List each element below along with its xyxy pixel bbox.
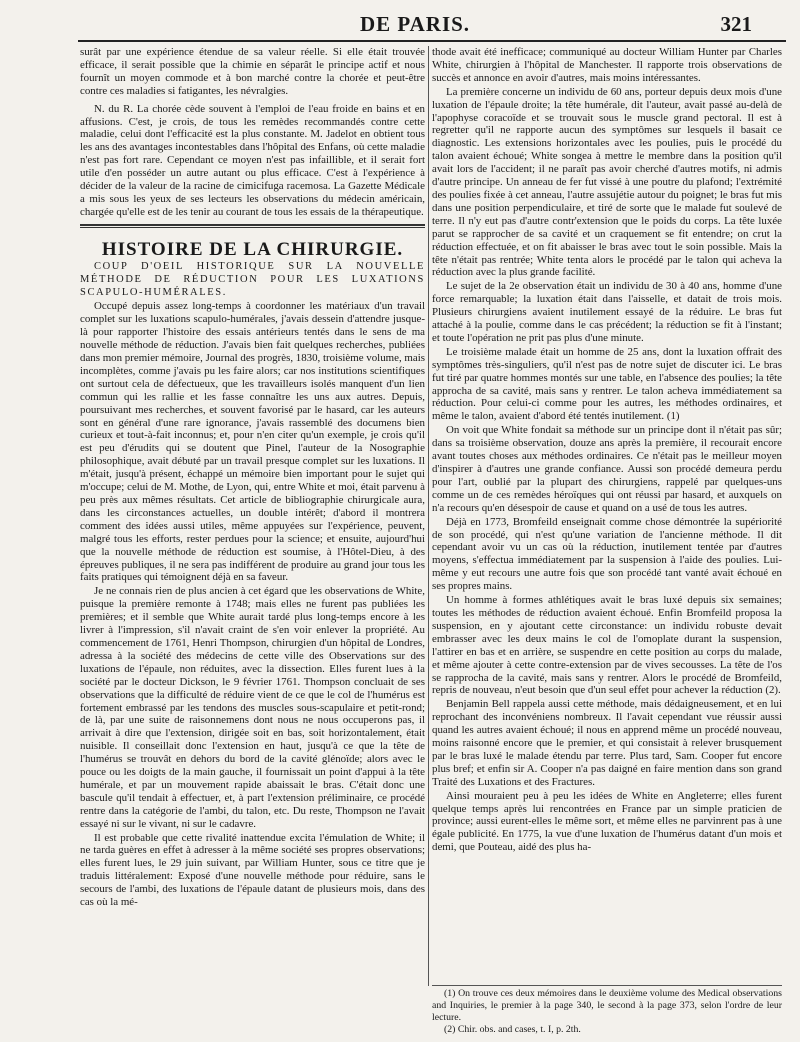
paragraph: Le sujet de la 2e observation était un individu de 30 à 40 ans, homme d'une force remarquable; la luxation était dans l'aisselle, et datait de trois mois. Plusieurs chirurgiens avaient inutilement essayé de la réduire. Le bras fut attaché à la poulie, comme dans le cas précédent; la réduction se fit à l'instant; et toute l'opération ne prit pas plus d'une minute. bbox=[432, 280, 782, 344]
section-title: HISTOIRE DE LA CHIRURGIE. bbox=[101, 238, 404, 260]
editor-note: N. du R. La chorée cède souvent à l'emploi de l'eau froide en bains et en affusions. C'est, je crois, de tous les remèdes recommandés contre cette maladie, celui dont l'efficacité est la plus constante. M. Jadelot en obtient tous les ans des avantages incontestables dans l'hôpital des Enfans, où cette maladie n'est pas fort rare. Cependant ce moyen n'est pas infaillible, et il serait fort utile d'en posséder un autre autant ou plus efficace. C'est à l'expérience à décider de la valeur de la racine de cimicifuga racemosa. La Gazette Médicale a mis sous les yeux de ses lecteurs les observations du médecin américain, chargée qu'elle est de les tenir au courant de tous les essais de la thérapeutique. bbox=[80, 102, 425, 218]
paragraph: Je ne connais rien de plus ancien à cet égard que les observations de White, puisque la première remonte à 1748; mais elles ne furent pas publiées les premières; et il semble que White aurait tardé plus long-temps encore à les livrer à l'impression, s'il n'avait craint de s'en voir enlever la propriété. Au commencement de 1761, Henri Thompson, chirurgien d'un hôpital de Londres, adressa à la société des médecins de cette ville des Observations sur des luxations de l'épaule, non réduites, avec la dissection. Elles furent lues à la société par le docteur Dickson, le 9 février 1761. Thompson concluait de ses observations que la difficulté de réduire vient de ce que le col de l'humérus est fortement embrassé par les tendons des muscles sous-scapulaire et petit-rond; de là, par une suite de raisonnemens dont nous ne nous occuperons pas, il arrivait à dire que l'extension, dirigée soit en bas, soit horizontalement, était nuisible. Il conseillait donc l'extension en haut, jusqu'à ce que la tête de l'humérus se trouvât en dehors du bord de la cavité glénoïde; alors avec le pouce ou les doigts de la main gauche, il fournissait un point d'appui à la tête humérale, et par un mouvement rapide abaissait le bras. C'était donc une bascule qu'il tendait à effectuer, et, à part l'extension préliminaire, ce procédé rentre dans la catégorie de l'ambi, du talon, etc. Du reste, Thompson ne l'avait essayé ni sur le vivant, ni sur le cadavre. bbox=[80, 585, 425, 830]
running-head bbox=[70, 8, 760, 42]
paragraph: Un homme à formes athlétiques avait le bras luxé depuis six semaines; toutes les méthodes de réduction avaient échoué. Enfin Bromfeild proposa la suspension, en y ajoutant cette circonstance: un individu robuste devait embrasser avec les deux mains le col de l'omoplate durant la suspension, l'attirer en bas et en arrière, se suspendre en cette position au corps du malade, et même ajouter à cette contre-extension par de vives secousses. La tête de l'os se rapprocha de la cavité, mais sans y rentrer. Alors le procédé de Bromfeild, repris de nouveau, n'eut besoin que d'un seul effet pour achever la réduction (2). bbox=[432, 594, 782, 697]
paragraph: Occupé depuis assez long-temps à coordonner les matériaux d'un travail complet sur les luxations scapulo-humérales, j'avais dessein d'attendre jusque-là pour rapporter l'histoire des essais antérieurs tentés dans le sens de ma nouvelle méthode de réduction. J'avais bien fait quelques recherches, publiées dans mon premier mémoire, Journal des progrès, 1830, troisième volume, mais incomplètes, comme j'avais pu les faire alors; car nos institutions scientifiques ont surtout cela de défectueux, que les travailleurs isolés manquent d'un lien commun qui les rallie et les fasse connaître les uns aux autres. Depuis, poursuivant mes recherches, et souvent favorisé par le hasard, car les auteurs sont en général d'une rare ignorance, j'avais rassemblé des documens bien curieux et tout-à-fait inconnus; et, pour n'en citer qu'un exemple, je crois qu'il est peu d'érudits qui se doutent que Pinel, l'auteur de la Nosographie philosophique, avait débuté par un travail presque complet sur les luxations. Il m'était, jusqu'à présent, échappé un mémoire bien important pour le sujet qui m'occupe; celui de M. Mothe, de Lyon, qui, entre White et moi, était parvenu à peu près aux mêmes résultats. Cet article de bibliographie chirurgicale aura, dans les circonstances actuelles, un double intérêt; d'abord il montrera comment des idées aussi utiles, même appuyées sur l'expérience, peuvent, malgré tous les efforts, rester perdues pour la science; et ensuite, aujourd'hui que la nouvelle méthode de réduction est soumise, à l'Hôtel-Dieu, à des épreuves publiques, il ne sera pas indifférent de produire au grand jour tous les faits pratiques qui témoignent déjà en sa faveur. bbox=[80, 300, 425, 584]
paragraph: Déjà en 1773, Bromfeild enseignait comme chose démontrée la supériorité de son procédé, qui n'est qu'une variation de l'ancienne méthode. Il dit cependant avoir vu un cas où la réduction, inutilement tentée par d'autres moyens, s'effectua immédiatement par la suspension à l'aide des poulies. Lui-même y eut recours une autre fois que son procédé tant vanté avait échoué en ses propres mains. bbox=[432, 515, 782, 593]
footnote-1: (1) On trouve ces deux mémoires dans le deuxième volume des Medical observations and Inquiries, le premier à la page 340, le second à la page 373, selon l'ordre de leur lecture. bbox=[432, 988, 782, 1023]
paragraph: Il est probable que cette rivalité inattendue excita l'émulation de White; il ne tarda guères en effet à adresser à la même société ses propres observations; elles furent lues, le 29 juin suivant, par William Hunter, sous ce titre que je traduis littéralement: Exposé d'une nouvelle méthode pour réduire, sans le secours de l'ambi, des luxations de l'épaule datant de plusieurs mois, dans des cas où la mé- bbox=[80, 831, 425, 909]
paragraph: Benjamin Bell rappela aussi cette méthode, mais dédaigneusement, et en lui reprochant des inconvéniens nombreux. Il l'avait cependant vue réussir aussi quand les autres avaient échoué; il nous en apprend même un procédé nouveau, moins raisonné encore que le premier, et qui consistait à relever brusquement par le bras luxé le malade étendu par terre. Plus tard, Sam. Cooper fut encore plus bref; et enfin sir A. Cooper n'a pas daigné en faire mention dans son grand Traité des Luxations et des Fractures. bbox=[432, 698, 782, 788]
paragraph: Le troisième malade était un homme de 25 ans, dont la luxation offrait des symptômes très-singuliers, qu'il n'est pas de notre sujet de discuter ici. Le bras fut tiré par quatre hommes montés sur une table, en l'absence des poulies; la tête approcha de sa cavité, mais sans y rentrer. Le talon acheva immédiatement sa réduction. Pour celui-ci comme pour les autres, les méthodes ordinaires, et même le talon, avaient d'abord été tentés inutilement. (1) bbox=[432, 345, 782, 423]
running-title: DE PARIS. bbox=[359, 12, 471, 36]
section-rule-thin bbox=[80, 227, 425, 228]
right-column bbox=[432, 46, 782, 986]
paragraph: On voit que White fondait sa méthode sur un principe dont il n'était pas sûr; dans sa troisième observation, douze ans après la première, il recourait encore avant toutes choses aux méthodes ordinaires. Ce n'était pas le meilleur moyen d'inspirer à d'autres une grande confiance. Aussi son procédé demeura perdu pour l'art, oublié par la plupart des chirurgiens, rappelé par quelques-uns comme un de ces remèdes héroïques qui ont réussi par hasard, et auxquels on n'a recours qu'en désespoir de cause et quand on a usé de tous les autres. bbox=[432, 424, 782, 514]
column-divider bbox=[428, 46, 429, 986]
section-rule bbox=[80, 224, 425, 226]
page-number: 321 bbox=[720, 12, 752, 36]
footnote-2: (2) Chir. obs. and cases, t. I, p. 2th. bbox=[444, 1024, 581, 1035]
left-column bbox=[80, 46, 425, 986]
header-rule bbox=[78, 40, 786, 42]
paragraph: thode avait été inefficace; communiqué au docteur William Hunter par Charles White, chirurgien à l'hôpital de Manchester. Il rapporte trois observations de succès et annonce en avoir d'autres, mais moins intéressantes. bbox=[432, 46, 782, 84]
paragraph: Ainsi mouraient peu à peu les idées de White en Angleterre; elles furent quelque temps après lui rencontrées en France par un simple praticien de province; aussi eurent-elles le même sort, et même elles ne parvinrent pas à une égale publicité. En 1775, la vue d'une luxation de l'humérus datant d'un mois et demi, que Pouteau, aidé des plus ha- bbox=[432, 789, 782, 854]
paragraph: surât par une expérience étendue de sa valeur réelle. Si elle était trouvée efficace, il serait possible que la chimie en séparât le principe actif et nous fournît un moyen commode et à bon marché contre la chorée et peut-être contre ces maladies si fatigantes, les névralgies. bbox=[80, 46, 425, 97]
article-subtitle: COUP D'OEIL HISTORIQUE SUR LA NOUVELLE MÉTHODE DE RÉDUCTION POUR LES LUXATIONS SCAPULO-HUMÉRALES. bbox=[80, 260, 425, 298]
paragraph: La première concerne un individu de 60 ans, porteur depuis deux mois d'une luxation de l'épaule droite; la tête humérale, dit l'auteur, avait passé au-delà de l'apophyse coracoïde et se trouvait sous le muscle grand pectoral. Il est à regretter qu'il ne rapporte aucun des symptômes sur lesquels il basait ce diagnostic. Les extensions horizontales avec les poulies, puis le procédé du talon avaient échoué; White songea à mettre le membre dans la position qu'il avait lors de l'accident; il ne paraît pas avoir cherché d'autres motifs, ni admis d'autre principe. Un anneau de fer fut vissé à une poutre du plafond; l'extrémité des poulies fixée à cet anneau, l'autre assujétie autour du poignet; le bras fut mis dans une position perpendiculaire, et tiré de sorte que le malade fut soulevé de terre. Il n'y eut pas d'autre contr'extension que le poids du corps. La tête luxée parut se rapprocher de sa cavité et un craquement se fit entendre; on crut la réduction effectuée, et on fit abaisser le bras avec tout le soin possible. Mais la tête n'était pas rentrée; White tenta alors le procédé par le talon qui acheva la réduction avec la plus grande facilité. bbox=[432, 85, 782, 279]
footnotes bbox=[432, 985, 782, 1036]
